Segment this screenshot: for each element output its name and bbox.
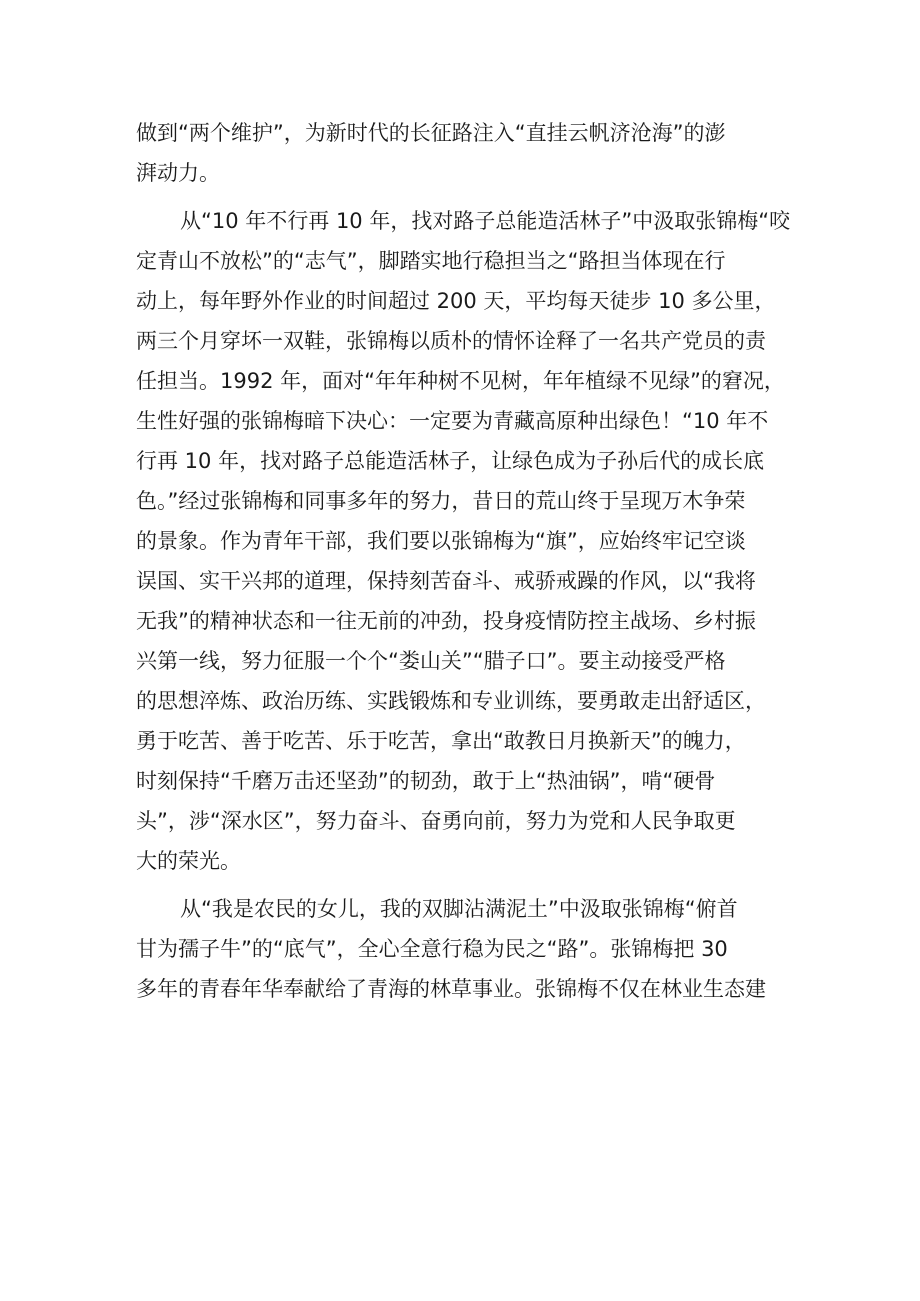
text-line: 的思想淬炼、政治历练、实践锻炼和专业训练，要勇敢走出舒适区， (136, 689, 766, 713)
text-line: 甘为孺子牛”的“底气”，全心全意行稳为民之“路”。张锦梅把 30 (136, 937, 728, 961)
text-line: 动上，每年野外作业的时间超过 200 天，平均每天徒步 10 多公里， (136, 289, 776, 313)
text-line: 行再 10 年，找对路子总能造活林子，让绿色成为子孙后代的成长底 (136, 449, 765, 473)
text-line: 从“我是农民的女儿，我的双脚沾满泥土”中汲取张锦梅“俯首 (180, 897, 738, 921)
text-line: 头”，涉“深水区”，努力奋斗、奋勇向前，努力为党和人民争取更 (136, 809, 736, 833)
text-line: 误国、实干兴邦的道理，保持刻苦奋斗、戒骄戒躁的作风，以“我将 (136, 569, 756, 593)
text-line: 从“10 年不行再 10 年，找对路子总能造活林子”中汲取张锦梅“咬 (180, 209, 791, 233)
text-line: 湃动力。 (136, 161, 220, 185)
paragraph-1 (136, 113, 792, 193)
text-line: 任担当。1992 年，面对“年年种树不见树，年年植绿不见绿”的窘况， (136, 369, 785, 393)
text-line: 勇于吃苦、善于吃苦、乐于吃苦，拿出“敢教日月换新天”的魄力， (136, 729, 746, 753)
text-line: 时刻保持“千磨万击还坚劲”的韧劲，敢于上“热油锅”，啃“硬骨 (136, 769, 716, 793)
paragraph-2 (136, 201, 792, 881)
paragraph-3 (136, 889, 792, 1009)
text-line: 无我”的精神状态和一往无前的冲劲，投身疫情防控主战场、乡村振 (136, 609, 756, 633)
text-line: 兴第一线，努力征服一个个“娄山关”“腊子口”。要主动接受严格 (136, 649, 726, 673)
text-line: 定青山不放松”的“志气”，脚踏实地行稳担当之“路担当体现在行 (136, 249, 726, 273)
text-line: 做到“两个维护”，为新时代的长征路注入“直挂云帆济沧海”的澎 (136, 121, 726, 145)
text-line: 多年的青春年华奉献给了青海的林草事业。张锦梅不仅在林业生态建 (136, 977, 766, 1001)
text-line: 大的荣光。 (136, 849, 241, 873)
text-line: 生性好强的张锦梅暗下决心：一定要为青藏高原种出绿色！“10 年不 (136, 409, 769, 433)
text-line: 的景象。作为青年干部，我们要以张锦梅为“旗”，应始终牢记空谈 (136, 529, 746, 553)
document-body (136, 113, 792, 1009)
text-line: 色。”经过张锦梅和同事多年的努力，昔日的荒山终于呈现万木争荣 (136, 489, 746, 513)
text-line: 两三个月穿坏一双鞋，张锦梅以质朴的情怀诠释了一名共产党员的责 (136, 329, 766, 353)
